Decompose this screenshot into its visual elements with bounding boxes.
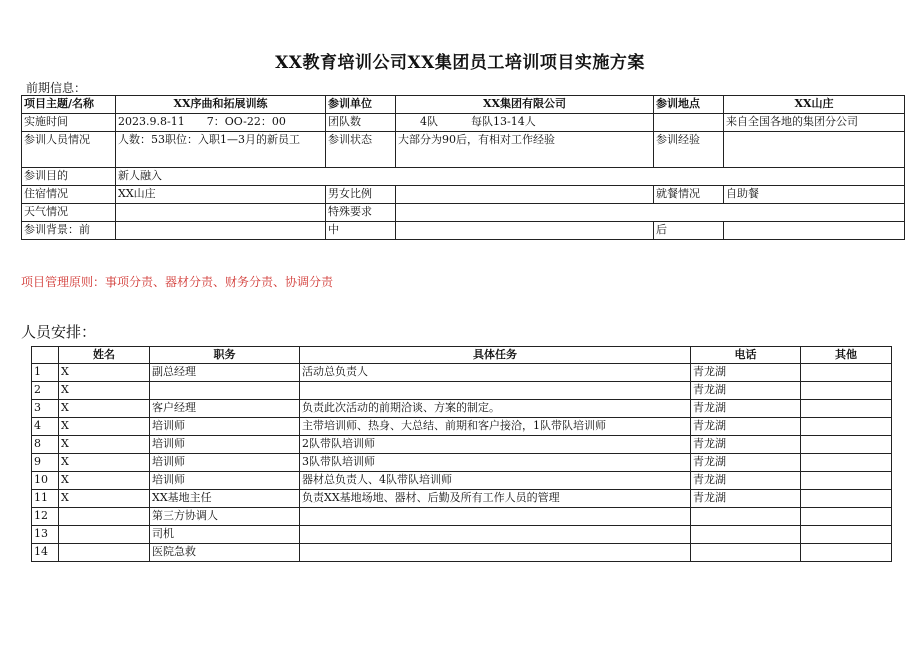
staff-cell-role: 司机 xyxy=(150,526,300,544)
staff-cell-role: 客户经理 xyxy=(150,400,300,418)
header-name: 姓名 xyxy=(59,347,150,364)
info-cell xyxy=(396,186,654,204)
info-cell: 新人融入 xyxy=(116,168,905,186)
staff-cell-task: 活动总负责人 xyxy=(300,364,691,382)
staff-table xyxy=(31,346,892,562)
management-principle: 项目管理原则：事项分责、器材分责、财务分责、协调分责 xyxy=(21,275,334,289)
staff-cell-other xyxy=(801,400,892,418)
staff-cell-task xyxy=(300,526,691,544)
staff-cell-other xyxy=(801,526,892,544)
info-cell: 2023.9.8-11 7：OO-22：00 xyxy=(116,114,326,132)
table-row xyxy=(32,454,892,472)
info-row-time xyxy=(22,114,905,132)
pre-info-table xyxy=(21,95,905,240)
staff-cell-name: X xyxy=(59,490,150,508)
header-phone: 电话 xyxy=(691,347,801,364)
info-cell: 来自全国各地的集团分公司 xyxy=(724,114,905,132)
info-row-weather xyxy=(22,204,905,222)
info-cell: 团队数 xyxy=(326,114,396,132)
info-cell: 参训单位 xyxy=(326,96,396,114)
info-cell: 参训经验 xyxy=(654,132,724,168)
staff-cell-no: 8 xyxy=(32,436,59,454)
staff-cell-other xyxy=(801,490,892,508)
staff-cell-task xyxy=(300,544,691,562)
staff-cell-task: 负责此次活动的前期洽谈、方案的制定。 xyxy=(300,400,691,418)
staff-cell-other xyxy=(801,472,892,490)
staff-cell-other xyxy=(801,544,892,562)
info-cell: 自助餐 xyxy=(724,186,905,204)
staff-cell-phone xyxy=(691,526,801,544)
staff-cell-role: 副总经理 xyxy=(150,364,300,382)
staff-cell-other xyxy=(801,382,892,400)
info-cell: 实施时间 xyxy=(22,114,116,132)
staff-cell-name xyxy=(59,526,150,544)
info-cell: 男女比例 xyxy=(326,186,396,204)
info-cell: 大部分为90后，有相对工作经验 xyxy=(396,132,654,168)
staff-cell-role: 培训师 xyxy=(150,472,300,490)
staff-cell-phone: 青龙湖 xyxy=(691,472,801,490)
info-cell xyxy=(654,114,724,132)
info-row-purpose xyxy=(22,168,905,186)
staff-cell-task: 3队带队培训师 xyxy=(300,454,691,472)
info-cell: 参训背景：前 xyxy=(22,222,116,240)
staff-cell-no: 9 xyxy=(32,454,59,472)
staff-cell-no: 11 xyxy=(32,490,59,508)
table-row xyxy=(32,400,892,418)
staff-cell-no: 10 xyxy=(32,472,59,490)
info-cell: 参训人员情况 xyxy=(22,132,116,168)
staff-cell-name: X xyxy=(59,400,150,418)
staff-cell-name: X xyxy=(59,382,150,400)
staff-cell-other xyxy=(801,508,892,526)
staff-cell-task: 2队带队培训师 xyxy=(300,436,691,454)
staff-cell-phone xyxy=(691,544,801,562)
pre-info-label: 前期信息： xyxy=(26,81,87,95)
info-cell xyxy=(724,132,905,168)
staff-header-row xyxy=(32,347,892,364)
staff-cell-role: 培训师 xyxy=(150,418,300,436)
staff-cell-no: 2 xyxy=(32,382,59,400)
staff-cell-no: 3 xyxy=(32,400,59,418)
staff-cell-phone: 青龙湖 xyxy=(691,382,801,400)
staff-cell-other xyxy=(801,436,892,454)
info-row-participants xyxy=(22,132,905,168)
staff-cell-role xyxy=(150,382,300,400)
table-row xyxy=(32,490,892,508)
info-cell: 中 xyxy=(326,222,396,240)
info-cell: 住宿情况 xyxy=(22,186,116,204)
staff-cell-name: X xyxy=(59,364,150,382)
table-row xyxy=(32,472,892,490)
table-row xyxy=(32,526,892,544)
info-cell: XX序曲和拓展训练 xyxy=(116,96,326,114)
info-cell: 参训状态 xyxy=(326,132,396,168)
info-cell: 人数：53职位：入职1—3月的新员工 xyxy=(116,132,326,168)
staff-cell-phone: 青龙湖 xyxy=(691,400,801,418)
staff-cell-role: 培训师 xyxy=(150,454,300,472)
info-cell: 天气情况 xyxy=(22,204,116,222)
staff-cell-phone xyxy=(691,508,801,526)
table-row xyxy=(32,418,892,436)
staff-cell-role: 第三方协调人 xyxy=(150,508,300,526)
staff-cell-name: X xyxy=(59,418,150,436)
staff-cell-phone: 青龙湖 xyxy=(691,454,801,472)
header-role: 职务 xyxy=(150,347,300,364)
info-cell: 后 xyxy=(654,222,724,240)
info-cell: 参训地点 xyxy=(654,96,724,114)
info-cell xyxy=(396,222,654,240)
info-cell: 参训目的 xyxy=(22,168,116,186)
staff-cell-name: X xyxy=(59,454,150,472)
staff-section-label: 人员安排： xyxy=(21,323,97,341)
info-row-lodging xyxy=(22,186,905,204)
staff-cell-phone: 青龙湖 xyxy=(691,436,801,454)
staff-cell-task: 主带培训师、热身、大总结、前期和客户接洽，1队带队培训师 xyxy=(300,418,691,436)
staff-cell-name xyxy=(59,544,150,562)
staff-cell-task xyxy=(300,508,691,526)
info-cell: 特殊要求 xyxy=(326,204,396,222)
table-row xyxy=(32,436,892,454)
staff-cell-name: X xyxy=(59,436,150,454)
staff-cell-role: 培训师 xyxy=(150,436,300,454)
info-cell xyxy=(116,204,326,222)
table-row xyxy=(32,364,892,382)
info-row-subject xyxy=(22,96,905,114)
table-row xyxy=(32,508,892,526)
info-cell xyxy=(396,204,905,222)
info-cell: 项目主题/名称 xyxy=(22,96,116,114)
staff-cell-role: XX基地主任 xyxy=(150,490,300,508)
staff-cell-phone: 青龙湖 xyxy=(691,418,801,436)
table-row xyxy=(32,544,892,562)
staff-cell-name: X xyxy=(59,472,150,490)
staff-cell-task xyxy=(300,382,691,400)
info-cell: 就餐情况 xyxy=(654,186,724,204)
staff-cell-phone: 青龙湖 xyxy=(691,364,801,382)
info-cell: XX山庄 xyxy=(724,96,905,114)
table-row xyxy=(32,382,892,400)
staff-cell-task: 器材总负责人、4队带队培训师 xyxy=(300,472,691,490)
staff-cell-no: 13 xyxy=(32,526,59,544)
staff-cell-name xyxy=(59,508,150,526)
document-title: XX教育培训公司XX集团员工培训项目实施方案 xyxy=(275,53,645,73)
staff-cell-task: 负责XX基地场地、器材、后勤及所有工作人员的管理 xyxy=(300,490,691,508)
header-other: 其他 xyxy=(801,347,892,364)
staff-cell-no: 1 xyxy=(32,364,59,382)
staff-cell-other xyxy=(801,454,892,472)
staff-cell-other xyxy=(801,418,892,436)
staff-cell-other xyxy=(801,364,892,382)
info-row-background xyxy=(22,222,905,240)
header-task: 具体任务 xyxy=(300,347,691,364)
info-cell: 4队 每队13-14人 xyxy=(396,114,654,132)
info-cell: XX山庄 xyxy=(116,186,326,204)
info-cell xyxy=(724,222,905,240)
staff-cell-role: 医院急救 xyxy=(150,544,300,562)
header-no xyxy=(32,347,59,364)
info-cell: XX集团有限公司 xyxy=(396,96,654,114)
staff-cell-no: 4 xyxy=(32,418,59,436)
staff-cell-no: 14 xyxy=(32,544,59,562)
staff-cell-phone: 青龙湖 xyxy=(691,490,801,508)
info-cell xyxy=(116,222,326,240)
staff-cell-no: 12 xyxy=(32,508,59,526)
